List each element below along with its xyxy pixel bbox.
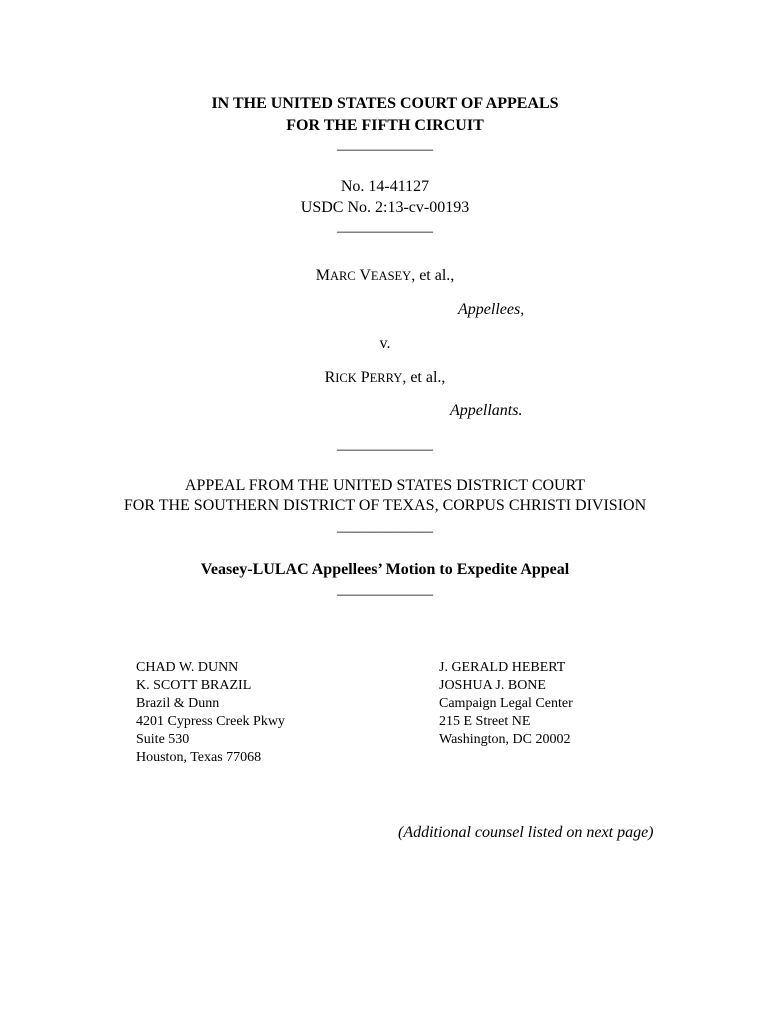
appellee-first-initial: M	[315, 267, 330, 284]
appellee-name	[0, 266, 770, 286]
appeal-heading-line2: FOR THE SOUTHERN DISTRICT OF TEXAS, CORPUS CHRISTI DIVISION	[123, 497, 647, 514]
separator-1: ——————	[337, 141, 433, 158]
counsel-right-line: Campaign Legal Center	[439, 696, 573, 711]
appeal-heading-line1: APPEAL FROM THE UNITED STATES DISTRICT COURT	[184, 477, 586, 494]
usdc-number: USDC No. 2:13-cv-00193	[300, 199, 470, 216]
separator-4: ——————	[337, 523, 433, 540]
appellant-suffix: , et al.,	[402, 369, 446, 386]
counsel-right-line: 215 E Street NE	[439, 714, 531, 729]
separator-3: ——————	[337, 441, 433, 458]
counsel-left-line: CHAD W. DUNN	[136, 660, 239, 675]
counsel-left-line: K. SCOTT BRAZIL	[136, 678, 252, 693]
appellant-role: Appellants.	[450, 402, 523, 419]
appellee-last-rest: EASEY	[370, 269, 412, 283]
counsel-right-line: J. GERALD HEBERT	[439, 660, 566, 675]
court-heading-line1: IN THE UNITED STATES COURT OF APPEALS	[211, 95, 559, 112]
counsel-left-line: Brazil & Dunn	[136, 696, 220, 711]
separator-2: ——————	[337, 223, 433, 240]
additional-counsel-note: (Additional counsel listed on next page)	[398, 824, 654, 841]
appellee-role: Appellees,	[458, 301, 525, 318]
counsel-left-block	[136, 659, 285, 767]
counsel-right-line: Washington, DC 20002	[439, 732, 571, 747]
counsel-left-line: 4201 Cypress Creek Pkwy	[136, 714, 285, 729]
counsel-right-line: JOSHUA J. BONE	[439, 678, 546, 693]
separator-5: ——————	[337, 586, 433, 603]
appellant-name	[0, 368, 770, 388]
case-number: No. 14-41127	[340, 178, 430, 195]
appellant-first-rest: ICK	[335, 371, 357, 385]
appellant-last-rest: ERRY	[369, 371, 403, 385]
motion-title: Veasey-LULAC Appellees’ Motion to Expedite Appeal	[200, 561, 570, 578]
counsel-right-block	[439, 659, 573, 749]
appellant-first-initial: R	[324, 369, 336, 386]
appellee-suffix: , et al.,	[411, 267, 455, 284]
court-heading-line2: FOR THE FIFTH CIRCUIT	[286, 117, 484, 134]
appellant-last-initial: P	[360, 369, 370, 386]
appellee-first-rest: ARC	[329, 269, 356, 283]
appellee-last-initial: V	[359, 267, 371, 284]
counsel-left-line: Houston, Texas 77068	[136, 750, 262, 765]
versus: v.	[379, 335, 391, 352]
counsel-left-line: Suite 530	[136, 732, 190, 747]
